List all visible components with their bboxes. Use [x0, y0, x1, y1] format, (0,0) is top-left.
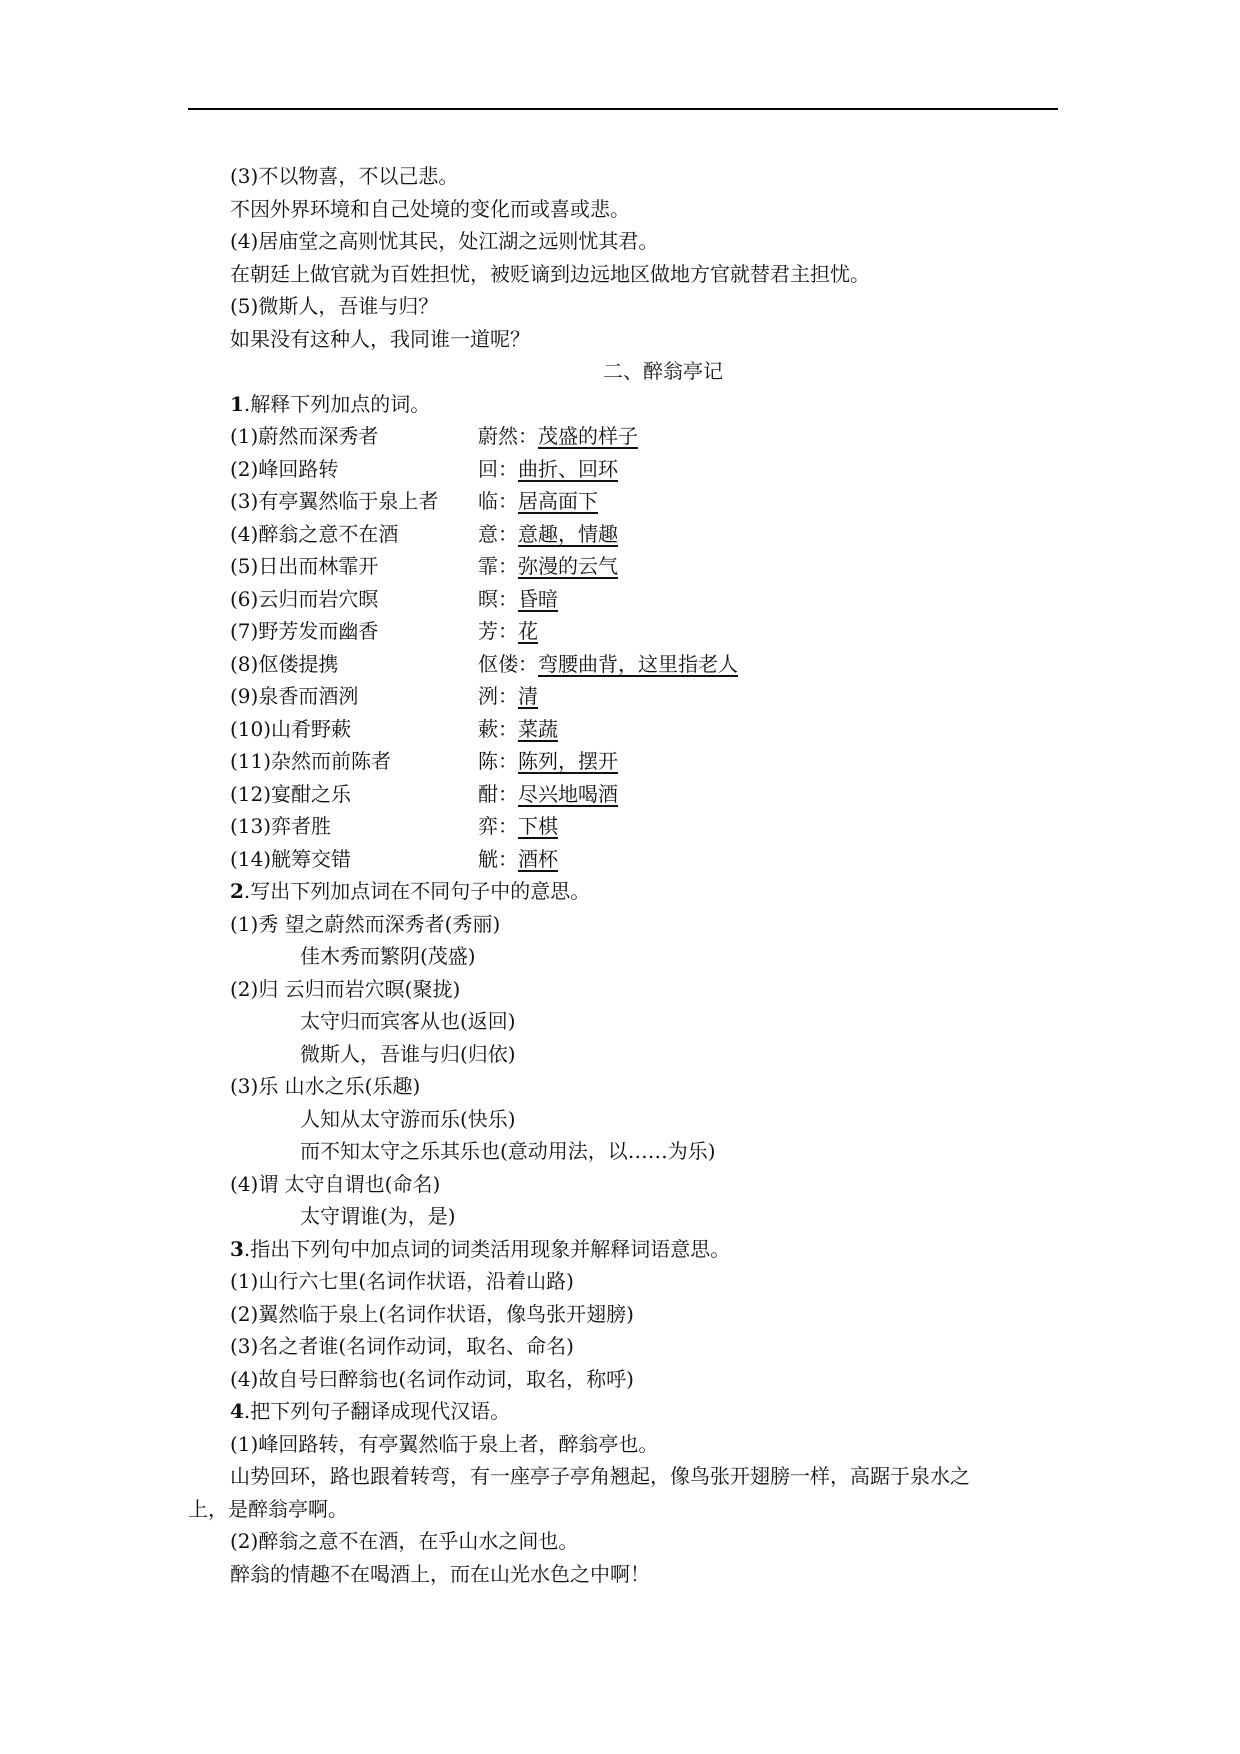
- question-1-heading: [188, 388, 1058, 421]
- intro-line: 在朝廷上做官就为百姓担忧，被贬谪到边远地区做地方官就替君主担忧。: [230, 261, 870, 286]
- vocab-key: 意：: [478, 521, 518, 546]
- vocab-row: [188, 648, 1058, 681]
- vocab-row: [188, 810, 1058, 843]
- vocab-key: 临：: [478, 489, 518, 513]
- page-content: [188, 160, 1058, 1590]
- vocab-key: 蔚然：: [478, 424, 538, 448]
- question-4-heading: [188, 1395, 1058, 1428]
- vocab-answer: 弯腰曲背，这里指老人: [538, 651, 738, 676]
- vocab-answer: 居高面下: [518, 489, 598, 513]
- vocab-answer: 意趣，情趣: [518, 521, 618, 546]
- vocab-row: [188, 485, 1058, 518]
- vocab-key: 暝：: [478, 586, 518, 611]
- meaning-group-head: (4)谓 太守自谓也(命名): [230, 1171, 441, 1196]
- vocab-key: 觥：: [478, 846, 518, 871]
- question-text: .写出下列加点词在不同句子中的意思。: [243, 879, 591, 903]
- vocab-term: (3)有亭翼然临于泉上者: [230, 489, 439, 513]
- vocab-row: [188, 615, 1058, 648]
- vocab-answer: 菜蔬: [518, 716, 558, 741]
- vocab-key: 芳：: [478, 619, 518, 643]
- intro-line: (3)不以物喜，不以己悲。: [230, 164, 459, 188]
- question-2-heading: [188, 875, 1058, 908]
- meaning-group-head: (1)秀 望之蔚然而深秀者(秀丽): [230, 911, 501, 936]
- vocab-term: (11)杂然而前陈者: [230, 749, 392, 773]
- vocab-answer: 昏暗: [518, 586, 558, 611]
- vocab-term: (8)伛偻提携: [230, 651, 339, 676]
- vocab-row: [188, 778, 1058, 811]
- vocab-answer: 陈列，摆开: [518, 749, 618, 773]
- vocab-term: (6)云归而岩穴暝: [230, 586, 379, 611]
- vocab-key: 洌：: [478, 684, 518, 708]
- vocab-answer: 清: [518, 684, 538, 708]
- question-number: 2: [230, 879, 244, 903]
- translation-sentence: (1)峰回路转，有亭翼然临于泉上者，醉翁亭也。: [230, 1431, 659, 1456]
- vocab-answer: 下棋: [518, 814, 558, 838]
- question-text: .解释下列加点的词。: [243, 391, 431, 416]
- vocab-key: 伛偻：: [478, 651, 538, 676]
- question-3-heading: [188, 1233, 1058, 1266]
- vocab-answer: 弥漫的云气: [518, 554, 618, 578]
- vocab-term: (14)觥筹交错: [230, 846, 352, 871]
- vocab-answer: 茂盛的样子: [538, 424, 638, 448]
- intro-line: (5)微斯人，吾谁与归？: [230, 294, 439, 318]
- vocab-key: 酣：: [478, 781, 518, 806]
- intro-line: (4)居庙堂之高则忧其民，处江湖之远则忧其君。: [230, 229, 659, 253]
- meaning-group-sub: 微斯人，吾谁与归(归依): [300, 1041, 516, 1066]
- vocab-row: [188, 745, 1058, 778]
- vocab-term: (2)峰回路转: [230, 456, 339, 481]
- meaning-group-head: (2)归 云归而岩穴暝(聚拢): [230, 976, 461, 1001]
- vocab-row: [188, 453, 1058, 486]
- translation-sentence: (2)醉翁之意不在酒，在乎山水之间也。: [230, 1529, 579, 1553]
- vocab-answer: 曲折、回环: [518, 456, 618, 481]
- meaning-group-sub: 而不知太守之乐其乐也(意动用法，以……为乐): [300, 1139, 716, 1163]
- vocab-row: [188, 420, 1058, 453]
- vocab-key: 陈：: [478, 749, 518, 773]
- question-number: 1: [230, 391, 244, 416]
- translation-answer-line: 醉翁的情趣不在喝酒上，而在山光水色之中啊！: [230, 1561, 650, 1586]
- vocab-term: (12)宴酣之乐: [230, 781, 352, 806]
- vocab-term: (9)泉香而酒洌: [230, 684, 359, 708]
- usage-item: (4)故自号曰醉翁也(名词作动词，取名，称呼): [230, 1366, 634, 1391]
- vocab-key: 回：: [478, 456, 518, 481]
- vocab-key: 弈：: [478, 814, 518, 838]
- vocab-term: (10)山肴野蔌: [230, 716, 352, 741]
- vocab-term: (7)野芳发而幽香: [230, 619, 379, 643]
- vocab-answer: 花: [518, 619, 538, 643]
- vocab-row: [188, 550, 1058, 583]
- usage-item: (3)名之者谁(名词作动词，取名、命名): [230, 1334, 574, 1358]
- intro-line: 不因外界环境和自己处境的变化而或喜或悲。: [230, 196, 630, 221]
- question-number: 4: [230, 1399, 244, 1423]
- section-title: 二、醉翁亭记: [603, 359, 723, 383]
- meaning-group-sub: 佳木秀而繁阴(茂盛): [300, 944, 476, 968]
- vocab-row: [188, 713, 1058, 746]
- vocab-key: 蔌：: [478, 716, 518, 741]
- header-rule: [188, 108, 1058, 110]
- meaning-group-sub: 太守归而宾客从也(返回): [300, 1009, 516, 1033]
- meaning-group-head: (3)乐 山水之乐(乐趣): [230, 1074, 421, 1098]
- meaning-group-sub: 人知从太守游而乐(快乐): [300, 1106, 516, 1131]
- vocab-term: (4)醉翁之意不在酒: [230, 521, 399, 546]
- intro-line: 如果没有这种人，我同谁一道呢？: [230, 326, 530, 351]
- vocab-answer: 酒杯: [518, 846, 558, 871]
- vocab-answer: 尽兴地喝酒: [518, 781, 618, 806]
- vocab-term: (1)蔚然而深秀者: [230, 424, 379, 448]
- vocab-row: [188, 583, 1058, 616]
- vocab-key: 霏：: [478, 554, 518, 578]
- question-number: 3: [230, 1236, 244, 1261]
- question-text: .把下列句子翻译成现代汉语。: [243, 1399, 511, 1423]
- vocab-term: (5)日出而林霏开: [230, 554, 379, 578]
- usage-item: (2)翼然临于泉上(名词作状语，像鸟张开翅膀): [230, 1301, 634, 1326]
- vocab-row: [188, 518, 1058, 551]
- translation-answer-line: 上，是醉翁亭啊。: [188, 1496, 348, 1521]
- usage-item: (1)山行六七里(名词作状语，沿着山路): [230, 1269, 574, 1293]
- question-text: .指出下列句中加点词的词类活用现象并解释词语意思。: [243, 1236, 731, 1261]
- vocab-term: (13)弈者胜: [230, 814, 332, 838]
- vocab-row: [188, 680, 1058, 713]
- translation-answer-line: 山势回环，路也跟着转弯，有一座亭子亭角翘起，像鸟张开翅膀一样，高踞于泉水之: [230, 1464, 970, 1488]
- meaning-group-sub: 太守谓谁(为，是): [300, 1204, 456, 1228]
- vocab-row: [188, 843, 1058, 876]
